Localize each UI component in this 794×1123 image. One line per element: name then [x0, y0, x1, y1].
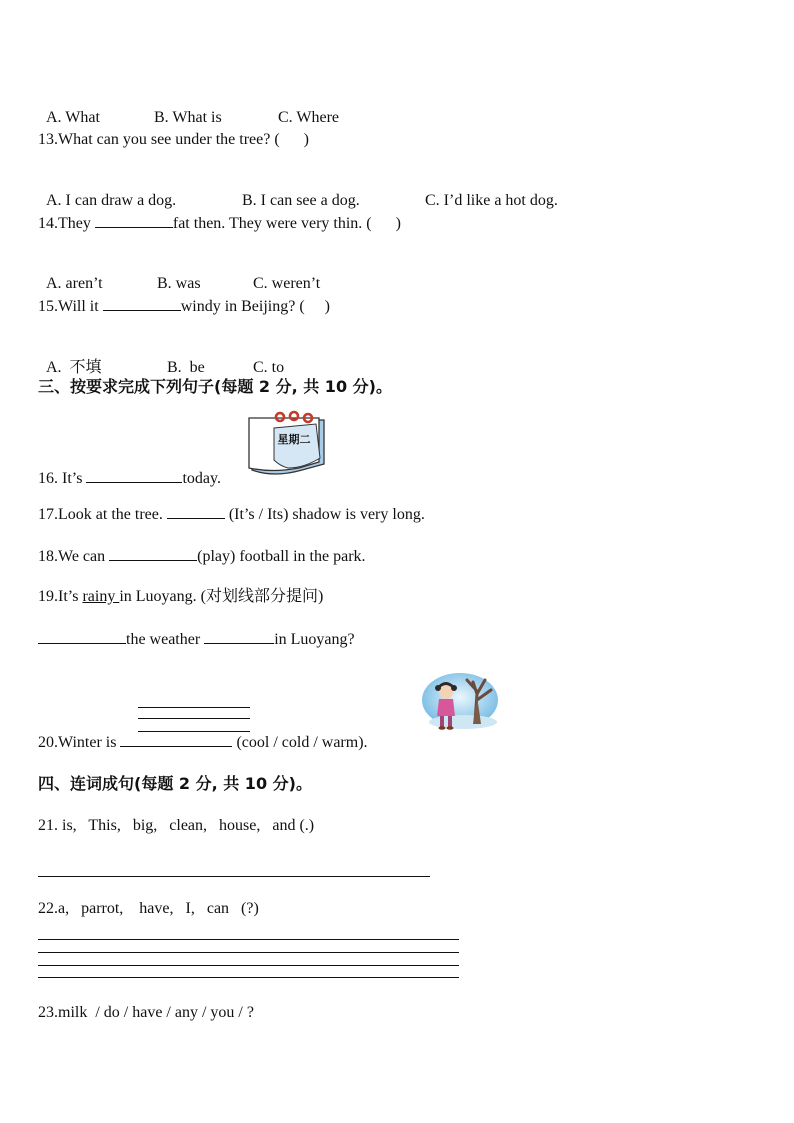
q22-answer-line-1[interactable]	[38, 939, 459, 940]
q19-text-post: in Luoyang. (对划线部分提问)	[119, 588, 324, 605]
q12-option-a: A. What	[46, 109, 100, 126]
q14-text-pre: 14.They	[38, 215, 95, 232]
q21-question: 21. is, This, big, clean, house, and (.)	[38, 817, 315, 834]
q15-option-b: B. be	[167, 359, 205, 376]
q12-options	[38, 88, 339, 128]
q17-text-post: (It’s / Its) shadow is very long.	[224, 506, 425, 523]
q14-answer-blank[interactable]	[95, 213, 173, 228]
q19-question	[38, 587, 323, 607]
q14-question	[38, 213, 401, 234]
q20-answer-blank[interactable]	[120, 732, 232, 747]
q23-question: 23.milk / do / have / any / you / ?	[38, 1004, 254, 1021]
q12-option-c: C. Where	[278, 109, 340, 126]
q19-answer-line	[38, 629, 355, 650]
q18-answer-blank[interactable]	[109, 546, 197, 561]
q19-text-pre: 19.It’s	[38, 588, 83, 605]
q21-answer-line[interactable]	[38, 876, 430, 877]
q16-text-pre: 16. It’s	[38, 470, 87, 487]
q22-question: 22.a, parrot, have, I, can (?)	[38, 900, 259, 917]
section-3-heading: 三、按要求完成下列句子(每题 2 分, 共 10 分)。	[38, 377, 392, 396]
q17-text-pre: 17.Look at the tree.	[38, 506, 167, 523]
q19-underlined-word: rainy	[82, 588, 120, 605]
q20-text-pre: 20.Winter is	[38, 734, 121, 751]
q18-question	[38, 546, 366, 567]
q14-text-post: fat then. They were very thin. ( )	[172, 215, 401, 232]
q16-question	[38, 468, 221, 489]
q18-text-pre: 18.We can	[38, 548, 110, 565]
q12-option-b: B. What is	[154, 109, 222, 126]
q20-writing-line-2[interactable]	[138, 718, 250, 719]
q15-question	[38, 296, 330, 317]
q15-option-a: A. 不填	[46, 359, 102, 376]
girl-winter-tree-image	[421, 672, 499, 734]
q15-text-post: windy in Beijing? ( )	[180, 298, 330, 315]
q20-writing-line-1[interactable]	[138, 707, 250, 708]
q17-answer-blank[interactable]	[167, 504, 225, 519]
q15-options	[38, 338, 284, 378]
q22-answer-line-2[interactable]	[38, 952, 459, 953]
q19-answer-end: in Luoyang?	[274, 631, 355, 648]
q14-options	[38, 254, 320, 294]
q13-options	[38, 171, 558, 211]
q19-answer-blank-2[interactable]	[204, 629, 274, 644]
q17-question	[38, 504, 425, 525]
q14-option-b: B. was	[157, 275, 201, 292]
calendar-image	[244, 410, 328, 478]
q13-question: 13.What can you see under the tree? ( )	[38, 131, 309, 148]
q15-option-c: C. to	[253, 359, 285, 376]
q13-option-a: A. I can draw a dog.	[46, 192, 177, 209]
q14-option-a: A. aren’t	[46, 275, 103, 292]
q20-question	[38, 732, 368, 753]
q16-text-post: today.	[182, 470, 221, 487]
q22-answer-line-4[interactable]	[38, 977, 459, 978]
q15-text-pre: 15.Will it	[38, 298, 103, 315]
q16-answer-blank[interactable]	[86, 468, 182, 483]
q19-answer-mid: the weather	[126, 631, 205, 648]
calendar-label: 星期二	[277, 433, 311, 446]
q14-option-c: C. weren’t	[253, 275, 321, 292]
q22-answer-line-3[interactable]	[38, 965, 459, 966]
q13-option-c: C. I’d like a hot dog.	[425, 192, 558, 209]
q18-text-post: (play) football in the park.	[197, 548, 366, 565]
q20-text-post: (cool / cold / warm).	[232, 734, 368, 751]
q15-answer-blank[interactable]	[103, 296, 181, 311]
section-4-heading: 四、连词成句(每题 2 分, 共 10 分)。	[38, 774, 312, 793]
q13-option-b: B. I can see a dog.	[242, 192, 360, 209]
q19-answer-blank-1[interactable]	[38, 629, 126, 644]
